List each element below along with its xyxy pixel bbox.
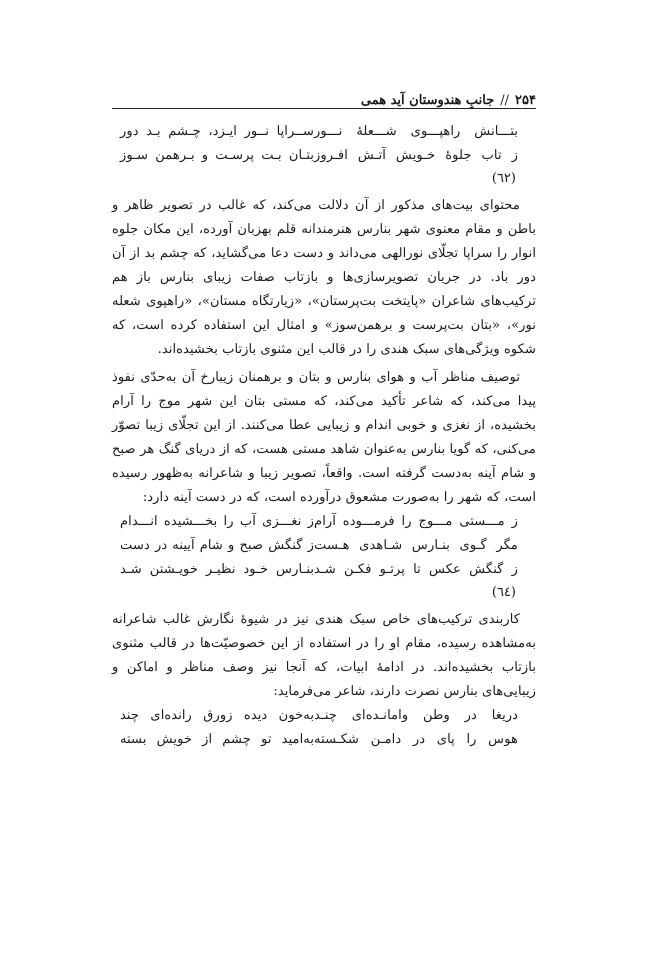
verse [120,120,518,144]
hemistich-right: بتـــانش راهپـــوی شـــعلهٔ نـــور [314,124,518,139]
hemistich-left: ز گنگش صبح و شام آیینه در دست [120,538,315,553]
page-number: ۲۵۴ [515,93,536,108]
verse [120,704,518,728]
hemistich-left: ســراپا نــور ایـزد، چـشم بـد دور [120,124,315,139]
body-paragraph: توصیف مناظر آب و هوای بنارس و بتان و برهمنان زیبارخ آن به‌حدّی نفوذ پیدا می‌کند، که شاعر تأکید می‌کند، که مستی بتان این شهر موج را آرام بخشیده، از نغزی و خوبی اندام و زیبایی عطا می‌کنند. از این تجلّای زیبا تصوّر می‌کنی، که گویا بنارس به‌عنوان شاهد مستی هست، که از دریای گنگ هر صبح و شام آینه به‌دست گرفته است. واقعاً، تصویر زیبا و شاعرانه به‌ظهور رسیده است، که شهر را به‌صورت مشعوق درآورده است، که در دست آینه دارد: [112,370,536,505]
hemistich-right: ز مـــستی مـــوج را فرمـــوده آرام [314,514,518,529]
poem-block-2 [112,510,536,604]
page-content [112,120,536,752]
body-paragraph: کاربندی ترکیب‌های خاص سبک هندی نیز در شیوهٔ نگارش غالب شاعرانه به‌مشاهده رسیده، مقام او را در استفاده از این خصوصیّت‌ها در قالب مثنوی بازتاب بخشیده‌اند. در ادامهٔ ابیات، که آنجا نیز وصف مناظر و اماکن و زیبایی‌های بنارس نصرت دارند، شاعر می‌فرماید: [112,612,536,699]
poem-block-1 [112,120,536,190]
header-title: جانبِ هندوستان آید همی [360,93,495,108]
hemistich-right: مگر گـوی بنـارس شـاهدی هـست [314,538,518,553]
verse [120,534,518,558]
hemistich-left: بتـان بـت پرسـت و بـرهمن سـوز [120,148,315,163]
body-paragraph: محتوای بیت‌های مذکور از آن دلالت می‌کند، که غالب در تصویر ظاهر و باطن و مقام معنوی شهر بنارس هنرمندانه قلم بهزبان آورده، این مکان جلوه انوار را سراپا تجلّای نورالهی می‌داند و دست دعا می‌گشاید، که چشم بد از آن دور باد. در جریان تصویرسازی‌ها و بازتاب صفات زیبای بنارس باز هم ترکیب‌های شاعران «پایتخت بت‌پرستان»، «زیارتگاه مستان»، «راهپوی شعله نور»، «بتان بت‌پرست و برهمن‌سوز» و امثال این استفاده کرده است، که شکوه ویژگی‌های سبک هندی را در قالب این مثنوی بازتاب بخشیده‌اند. [112,198,536,357]
verse [120,510,518,534]
verse [120,558,518,582]
hemistich-left: به‌خون دیده زورق رانده‌ای چند [120,708,315,723]
hemistich-right: دریغا در وطن وامانـده‌ای چنـد [314,708,518,723]
hemistich-left: به‌امید تو چشم از خویش بسته [120,732,315,747]
verse-reference-number: (٦٤) [491,585,516,600]
hemistich-right: هوس را پای در دامـن شکـسته [314,732,518,747]
hemistich-left: ز نغـــزی آب را بخـــشیده انـــدام [120,514,315,529]
verse [120,144,518,168]
header-separator: // [500,93,510,108]
running-header [112,86,536,109]
poem-block-3 [112,704,536,752]
hemistich-left: بنـارس خـود نظیـر خویـشتن شـد [120,562,315,577]
verse-reference-number: (٦٢) [491,171,516,186]
hemistich-right: ز گنگش عکس تا پرتـو فکـن شـد [314,562,518,577]
verse [120,728,518,752]
hemistich-right: ز تاب جلوهٔ خـویش آتـش افـروز [314,148,518,163]
